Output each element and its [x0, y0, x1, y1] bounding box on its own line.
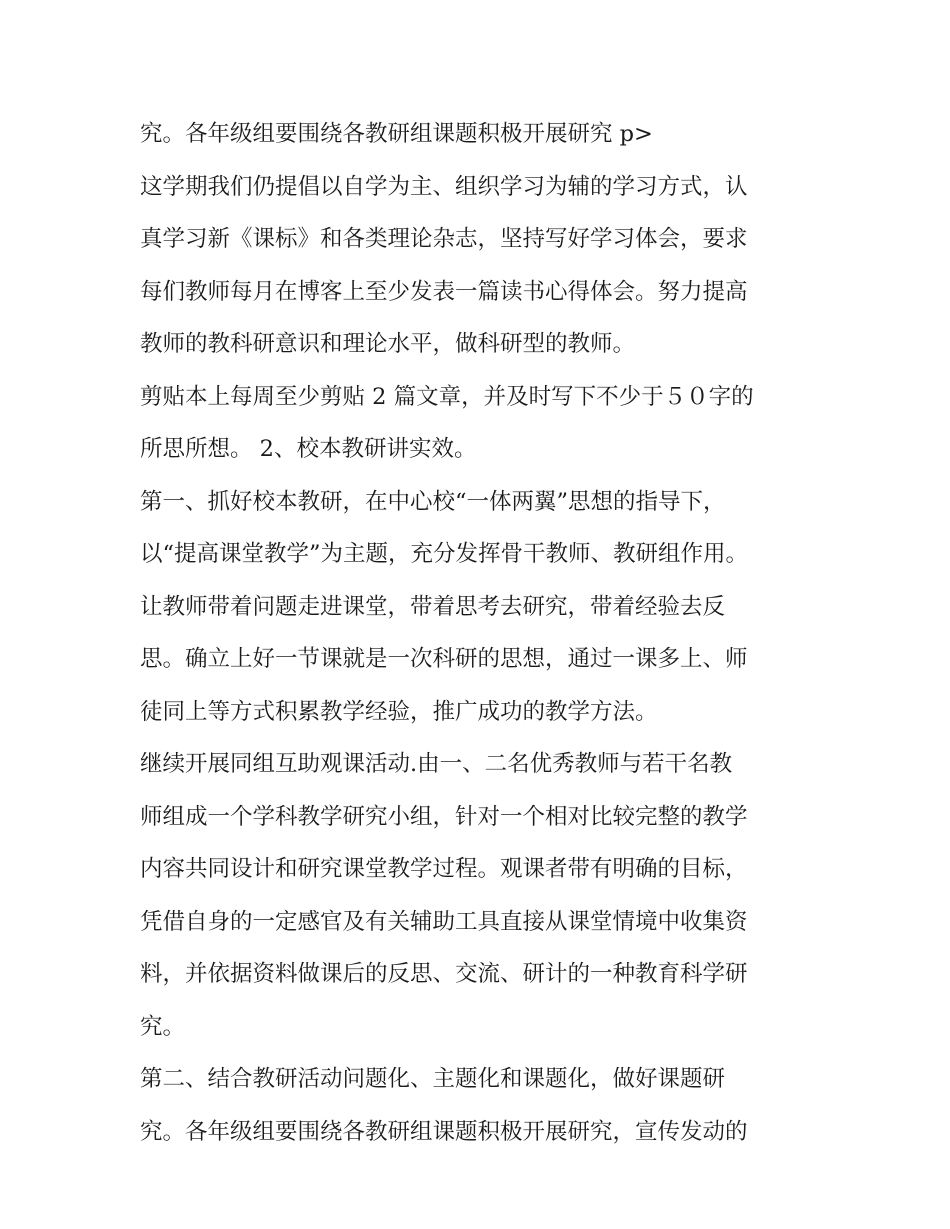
text-line: 每们教师每月在博客上至少发表一篇读书心得体会。努力提高 — [140, 278, 748, 305]
body-text — [140, 108, 820, 1158]
text-line: 教师的教科研意识和理论水平，做科研型的教师。 — [140, 331, 636, 357]
text-line: 徒同上等方式积累教学经验，推广成功的教学方法。 — [140, 698, 658, 725]
text-line: 第二、结合教研活动问题化、主题化和课题化，做好课题研 — [140, 1066, 726, 1092]
text-line: 以“提高课堂教学”为主题，充分发挥骨干教师、教研组作用。 — [140, 541, 749, 567]
text-line: 凭借自身的一定感官及有关辅助工具直接从课堂情境中收集资 — [140, 908, 748, 935]
text-line: 究。各年级组要围绕各教研组课题积极开展研究 p> — [140, 121, 653, 147]
text-line: 第一、抓好校本教研，在中心校“一体两翼”思想的指导下， — [140, 488, 726, 515]
text-line: 内容共同设计和研究课堂教学过程。观课者带有明确的目标， — [140, 856, 748, 882]
text-line: 真学习新《课标》和各类理论杂志，坚持写好学习体会，要求 — [140, 226, 748, 252]
text-line: 究。各年级组要围绕各教研组课题积极开展研究，宣传发动的 — [140, 1118, 748, 1145]
text-line: 思。确立上好一节课就是一次科研的思想，通过一课多上、师 — [140, 646, 748, 672]
text-line: 继续开展同组互助观课活动.由一、二名优秀教师与若干名教 — [140, 751, 733, 777]
text-line: 让教师带着问题走进课堂，带着思考去研究，带着经验去反 — [140, 593, 726, 620]
text-line: 究。 — [140, 1013, 186, 1040]
text-line: 这学期我们仍提倡以自学为主、组织学习为辅的学习方式，认 — [140, 173, 748, 200]
text-line: 剪贴本上每周至少剪贴 2 篇文章，并及时写下不少于５０字的 — [140, 383, 754, 410]
text-line: 所思所想。 2、校本教研讲实效。 — [140, 436, 477, 462]
text-line: 师组成一个学科教学研究小组，针对一个相对比较完整的教学 — [140, 803, 748, 830]
text-line: 料，并依据资料做课后的反思、交流、研计的一种教育科学研 — [140, 961, 748, 987]
